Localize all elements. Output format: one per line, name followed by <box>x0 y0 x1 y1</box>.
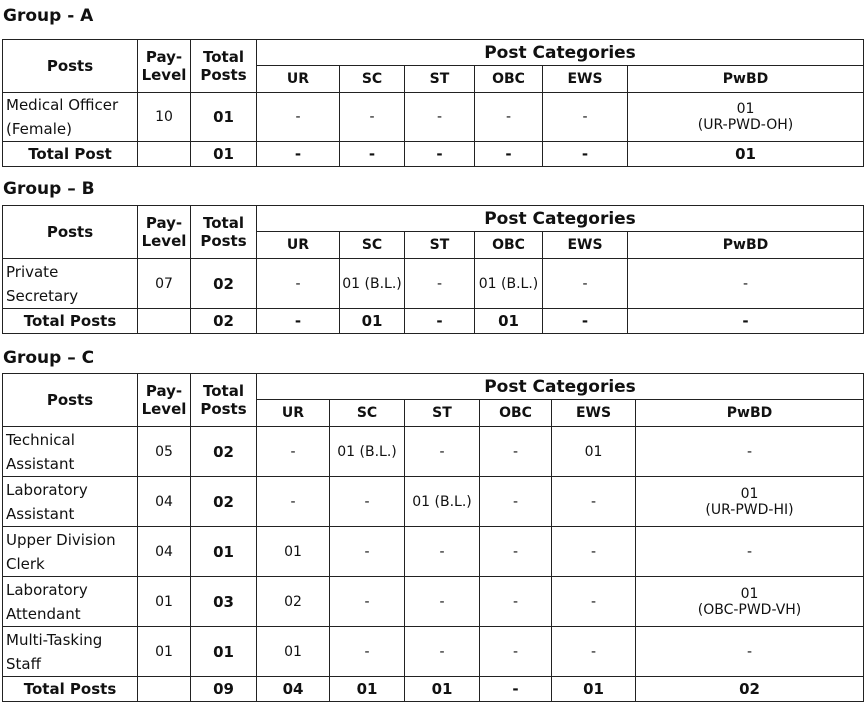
ur-value: 02 <box>257 577 330 627</box>
ur-value: 01 <box>257 627 330 677</box>
total-posts: 03 <box>191 577 257 627</box>
total-pay-level <box>138 309 191 334</box>
ur-header: UR <box>257 400 330 427</box>
total-sc: - <box>340 142 405 167</box>
post-name: Private Secretary <box>3 259 138 309</box>
ews-value: - <box>543 93 628 142</box>
total-posts: 01 <box>191 527 257 577</box>
total-ews: - <box>543 309 628 334</box>
sc-value: 01 (B.L.) <box>330 427 405 477</box>
post-name: Laboratory Assistant <box>3 477 138 527</box>
group-c-title: Group – C <box>3 348 95 368</box>
total-pay-level <box>138 142 191 167</box>
pwbd-header: PwBD <box>636 400 864 427</box>
pay-level: 01 <box>138 627 191 677</box>
table-row <box>3 577 864 627</box>
table-row <box>3 627 864 677</box>
total-total: 02 <box>191 309 257 334</box>
sc-header: SC <box>330 400 405 427</box>
st-header: ST <box>405 232 475 259</box>
post-name: Medical Officer (Female) <box>3 93 138 142</box>
post-categories-header: Post Categories <box>257 206 864 232</box>
total-ur: - <box>257 309 340 334</box>
total-sc: 01 <box>340 309 405 334</box>
st-value: - <box>405 577 480 627</box>
sc-header: SC <box>340 66 405 93</box>
group-b-title: Group – B <box>3 179 95 199</box>
st-header: ST <box>405 66 475 93</box>
total-label: Total Posts <box>3 309 138 334</box>
total-posts-header: Total Posts <box>191 374 257 427</box>
total-row <box>3 677 864 702</box>
ews-value: 01 <box>552 427 636 477</box>
total-ur: - <box>257 142 340 167</box>
total-st: - <box>405 309 475 334</box>
ews-header: EWS <box>543 232 628 259</box>
post-name: Laboratory Attendant <box>3 577 138 627</box>
sc-value: - <box>330 477 405 527</box>
post-name: Multi-Tasking Staff <box>3 627 138 677</box>
total-ews: - <box>543 142 628 167</box>
total-obc: - <box>475 142 543 167</box>
pay-level: 04 <box>138 527 191 577</box>
st-value: - <box>405 427 480 477</box>
post-name: Technical Assistant <box>3 427 138 477</box>
total-row <box>3 142 864 167</box>
total-ews: 01 <box>552 677 636 702</box>
obc-header: OBC <box>475 232 543 259</box>
st-value: - <box>405 527 480 577</box>
st-value: 01 (B.L.) <box>405 477 480 527</box>
ews-header: EWS <box>543 66 628 93</box>
pay-level-header: Pay- Level <box>138 40 191 93</box>
ews-value: - <box>552 477 636 527</box>
total-posts: 01 <box>191 93 257 142</box>
obc-header: OBC <box>475 66 543 93</box>
obc-value: - <box>480 627 552 677</box>
sc-header: SC <box>340 232 405 259</box>
sc-value: - <box>330 577 405 627</box>
obc-value: - <box>475 93 543 142</box>
pay-level: 01 <box>138 577 191 627</box>
total-posts: 02 <box>191 477 257 527</box>
st-value: - <box>405 93 475 142</box>
pwbd-value: 01 (UR-PWD-OH) <box>628 93 864 142</box>
sc-value: - <box>330 527 405 577</box>
ews-header: EWS <box>552 400 636 427</box>
ur-value: 01 <box>257 527 330 577</box>
ur-header: UR <box>257 232 340 259</box>
ews-value: - <box>552 627 636 677</box>
group-c-table <box>2 373 864 702</box>
total-pwbd: - <box>628 309 864 334</box>
pwbd-value: 01 (OBC-PWD-VH) <box>636 577 864 627</box>
post-categories-header: Post Categories <box>257 40 864 66</box>
ur-value: - <box>257 259 340 309</box>
total-pwbd: 02 <box>636 677 864 702</box>
pwbd-value: 01 (UR-PWD-HI) <box>636 477 864 527</box>
pwbd-header: PwBD <box>628 232 864 259</box>
pay-level: 10 <box>138 93 191 142</box>
pwbd-value: - <box>636 527 864 577</box>
ur-value: - <box>257 93 340 142</box>
pay-level: 04 <box>138 477 191 527</box>
obc-value: - <box>480 577 552 627</box>
total-total: 01 <box>191 142 257 167</box>
table-row <box>3 259 864 309</box>
total-row <box>3 309 864 334</box>
total-posts-header: Total Posts <box>191 40 257 93</box>
table-row <box>3 527 864 577</box>
obc-header: OBC <box>480 400 552 427</box>
pwbd-value: - <box>628 259 864 309</box>
table-row <box>3 93 864 142</box>
group-a-title: Group - A <box>3 6 94 26</box>
ews-value: - <box>552 527 636 577</box>
ews-value: - <box>543 259 628 309</box>
total-posts: 01 <box>191 627 257 677</box>
pwbd-header: PwBD <box>628 66 864 93</box>
posts-header: Posts <box>3 374 138 427</box>
pay-level-header: Pay- Level <box>138 374 191 427</box>
sc-value: - <box>340 93 405 142</box>
table-row <box>3 427 864 477</box>
ur-value: - <box>257 477 330 527</box>
total-total: 09 <box>191 677 257 702</box>
ews-value: - <box>552 577 636 627</box>
posts-header: Posts <box>3 40 138 93</box>
total-posts-header: Total Posts <box>191 206 257 259</box>
ur-header: UR <box>257 66 340 93</box>
total-st: 01 <box>405 677 480 702</box>
total-sc: 01 <box>330 677 405 702</box>
total-obc: - <box>480 677 552 702</box>
obc-value: - <box>480 427 552 477</box>
group-b-table <box>2 205 864 334</box>
pwbd-value: - <box>636 627 864 677</box>
total-ur: 04 <box>257 677 330 702</box>
pwbd-value: - <box>636 427 864 477</box>
obc-value: 01 (B.L.) <box>475 259 543 309</box>
ur-value: - <box>257 427 330 477</box>
total-obc: 01 <box>475 309 543 334</box>
st-value: - <box>405 627 480 677</box>
post-name: Upper Division Clerk <box>3 527 138 577</box>
st-value: - <box>405 259 475 309</box>
posts-header: Posts <box>3 206 138 259</box>
total-st: - <box>405 142 475 167</box>
pay-level: 07 <box>138 259 191 309</box>
pay-level-header: Pay- Level <box>138 206 191 259</box>
obc-value: - <box>480 477 552 527</box>
total-pwbd: 01 <box>628 142 864 167</box>
pay-level: 05 <box>138 427 191 477</box>
total-posts: 02 <box>191 259 257 309</box>
group-a-table <box>2 39 864 167</box>
sc-value: - <box>330 627 405 677</box>
total-pay-level <box>138 677 191 702</box>
table-row <box>3 477 864 527</box>
obc-value: - <box>480 527 552 577</box>
total-posts: 02 <box>191 427 257 477</box>
total-label: Total Post <box>3 142 138 167</box>
st-header: ST <box>405 400 480 427</box>
sc-value: 01 (B.L.) <box>340 259 405 309</box>
total-label: Total Posts <box>3 677 138 702</box>
post-categories-header: Post Categories <box>257 374 864 400</box>
